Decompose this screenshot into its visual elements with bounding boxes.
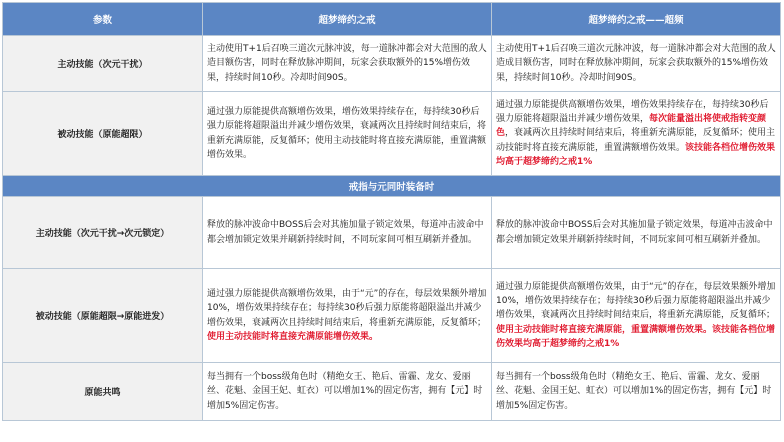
table-row [3, 269, 781, 363]
row-label: 主动技能（次元干扰） [3, 36, 203, 92]
cell-b: 主动使用T+1后召唤三道次元脉冲波，每一道脉冲都会对大范围的敌人造成目额伤害，同时在释放脉冲期间，玩家会获取额外的15%增伤效果，持续时间10秒。冷却时间90S。 [492, 36, 781, 92]
cell-b-text-1: 通过强力原能提供高额增伤效果，增伤效果持续存在，每持续30秒后强力原能将超限溢出并减少增伤效果， [496, 99, 769, 125]
row-label: 被动技能（原能超限→原能进发） [3, 269, 203, 363]
cell-b-text: 通过强力原能提供高额增伤效果，由于“元”的存在，每层效果额外增加10%，增伤效果持续存在；每持续30秒后强力原能将超限溢出并减少增伤效果，衰减两次且持续时间结束后，将重新充满原能，反复循环； [496, 281, 776, 321]
cell-b: 每当拥有一个boss级角色时（精绝女王、艳后、雷霾、龙女、爱丽丝、花魁、金国王妃、虹衣）可以增加1%的固定伤害，拥有【元】时增加5%固定伤害。 [492, 363, 781, 421]
cell-a: 通过强力原能提供高额增伤效果，增伤效果持续存在，每持续30秒后强力原能将超限溢出并减少增伤效果，衰减两次且持续时间结束后，将重新充满原能，反复循环；使用主动技能时将直接充满原能，重置满额增伤效果。 [203, 92, 492, 176]
table-row [3, 363, 781, 421]
cell-b-highlight: 使用主动技能时将直接充满原能，重置满额增伤效果。该技能各档位增伤效果均高于超梦缔约之戒1% [496, 324, 776, 349]
section-row [3, 176, 781, 197]
header-col-b: 超梦缔约之戒——超频 [492, 3, 781, 36]
row-label: 主动技能（次元干扰→次元锁定） [3, 197, 203, 269]
cell-b-text-2: ，衰减两次且持续时间结束后，将重新充满原能，反复循环；使用主动技能时将直接充满原能，重置满额增伤效果。 [496, 128, 776, 153]
comparison-table [2, 2, 781, 421]
header-row [3, 3, 781, 36]
row-label: 被动技能（原能超限） [3, 92, 203, 176]
cell-a: 每当拥有一个boss级角色时（精绝女王、艳后、雷霾、龙女、爱丽丝、花魁、金国王妃、虹衣）可以增加1%的固定伤害，拥有【元】时增加5%固定伤害。 [203, 363, 492, 421]
cell-b-highlight-1: 每次能量溢出将使戒指转变颜色 [496, 114, 767, 139]
cell-b: 释放的脉冲波命中BOSS后会对其施加量子锁定效果，每道冲击波命中都会增加锁定效果并刷新持续时间，不同玩家间可相互刷新并叠加。 [492, 197, 781, 269]
cell-b [492, 92, 781, 176]
section-title: 戒指与元同时装备时 [3, 176, 781, 197]
cell-a-text: 通过强力原能提供高额增伤效果，由于“元”的存在，每层效果额外增加10%，增伤效果持续存在；每持续30秒后强力原能将超限溢出并减少增伤效果，衰减两次且持续时间结束后，将重新充满原能，反复循环； [207, 289, 487, 328]
row-label: 原能共鸣 [3, 363, 203, 421]
header-col-a: 超梦缔约之戒 [203, 3, 492, 36]
cell-a [203, 269, 492, 363]
table-row [3, 197, 781, 269]
cell-b [492, 269, 781, 363]
table-row [3, 92, 781, 176]
cell-a: 释放的脉冲波命中BOSS后会对其施加量子锁定效果，每道冲击波命中都会增加锁定效果并刷新持续时间，不同玩家间可相互刷新并叠加。 [203, 197, 492, 269]
header-param: 参数 [3, 3, 203, 36]
cell-a: 主动使用T+1后召唤三道次元脉冲波，每一道脉冲都会对大范围的敌人造目额伤害，同时在释放脉冲期间，玩家会获取额外的15%增伤效果，持续时间10秒。冷却时间90S。 [203, 36, 492, 92]
cell-b-highlight-2: 该技能各档位增伤效果均高于超梦缔约之戒1% [496, 142, 776, 167]
table-row [3, 36, 781, 92]
cell-a-highlight: 使用主动技能时将直接充满原能增伤效果。 [207, 331, 379, 342]
